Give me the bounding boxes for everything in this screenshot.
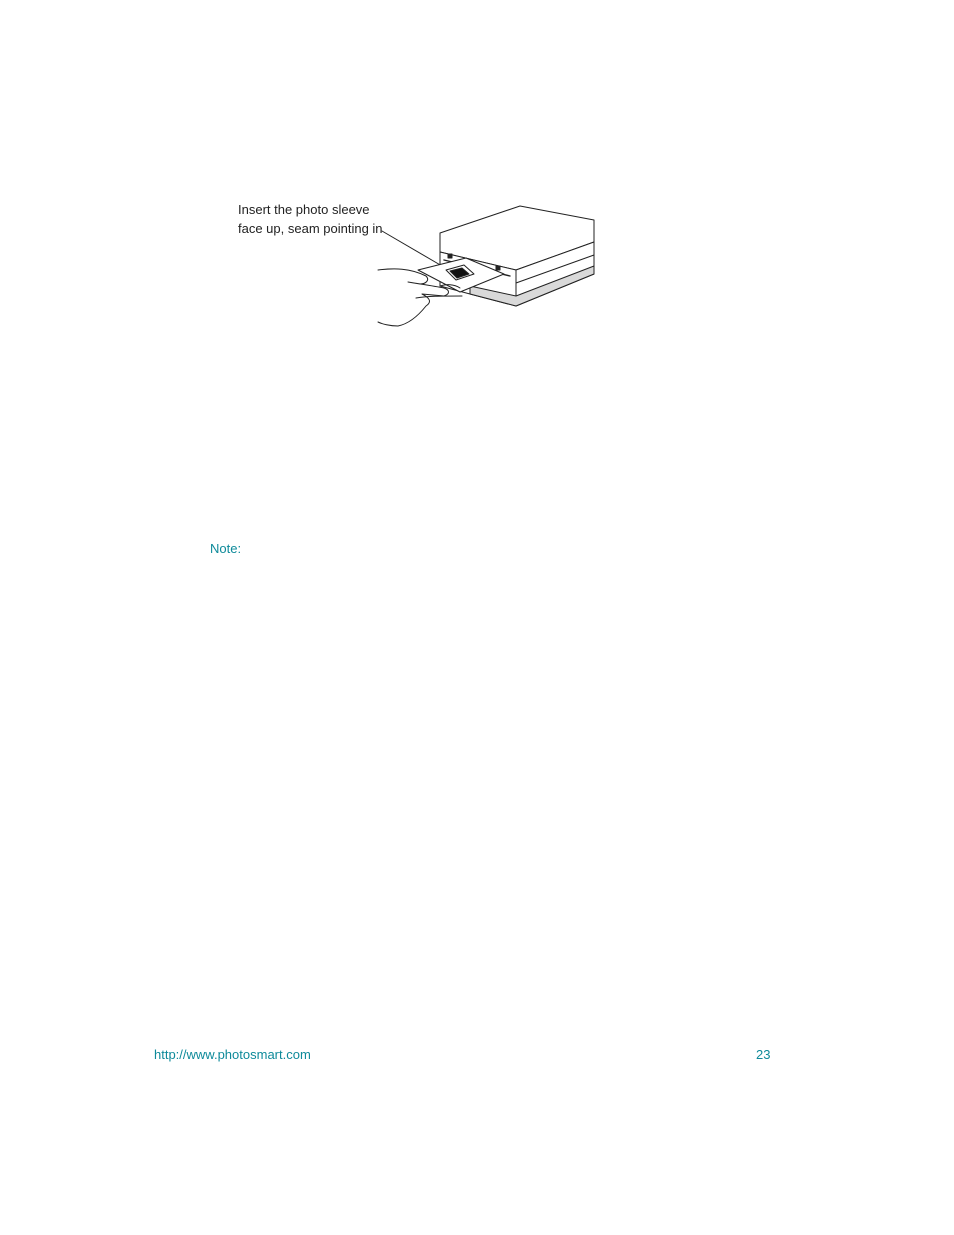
callout-text-line-2: face up, seam pointing in	[238, 221, 383, 236]
callout-text-line-1: Insert the photo sleeve	[238, 202, 370, 217]
callout-leader-line	[382, 231, 442, 266]
scanner-illustration	[370, 198, 610, 333]
note-label: Note:	[210, 541, 242, 556]
footer-url-link[interactable]: http://www.photosmart.com	[154, 1047, 311, 1062]
page-number: 23	[756, 1047, 771, 1062]
